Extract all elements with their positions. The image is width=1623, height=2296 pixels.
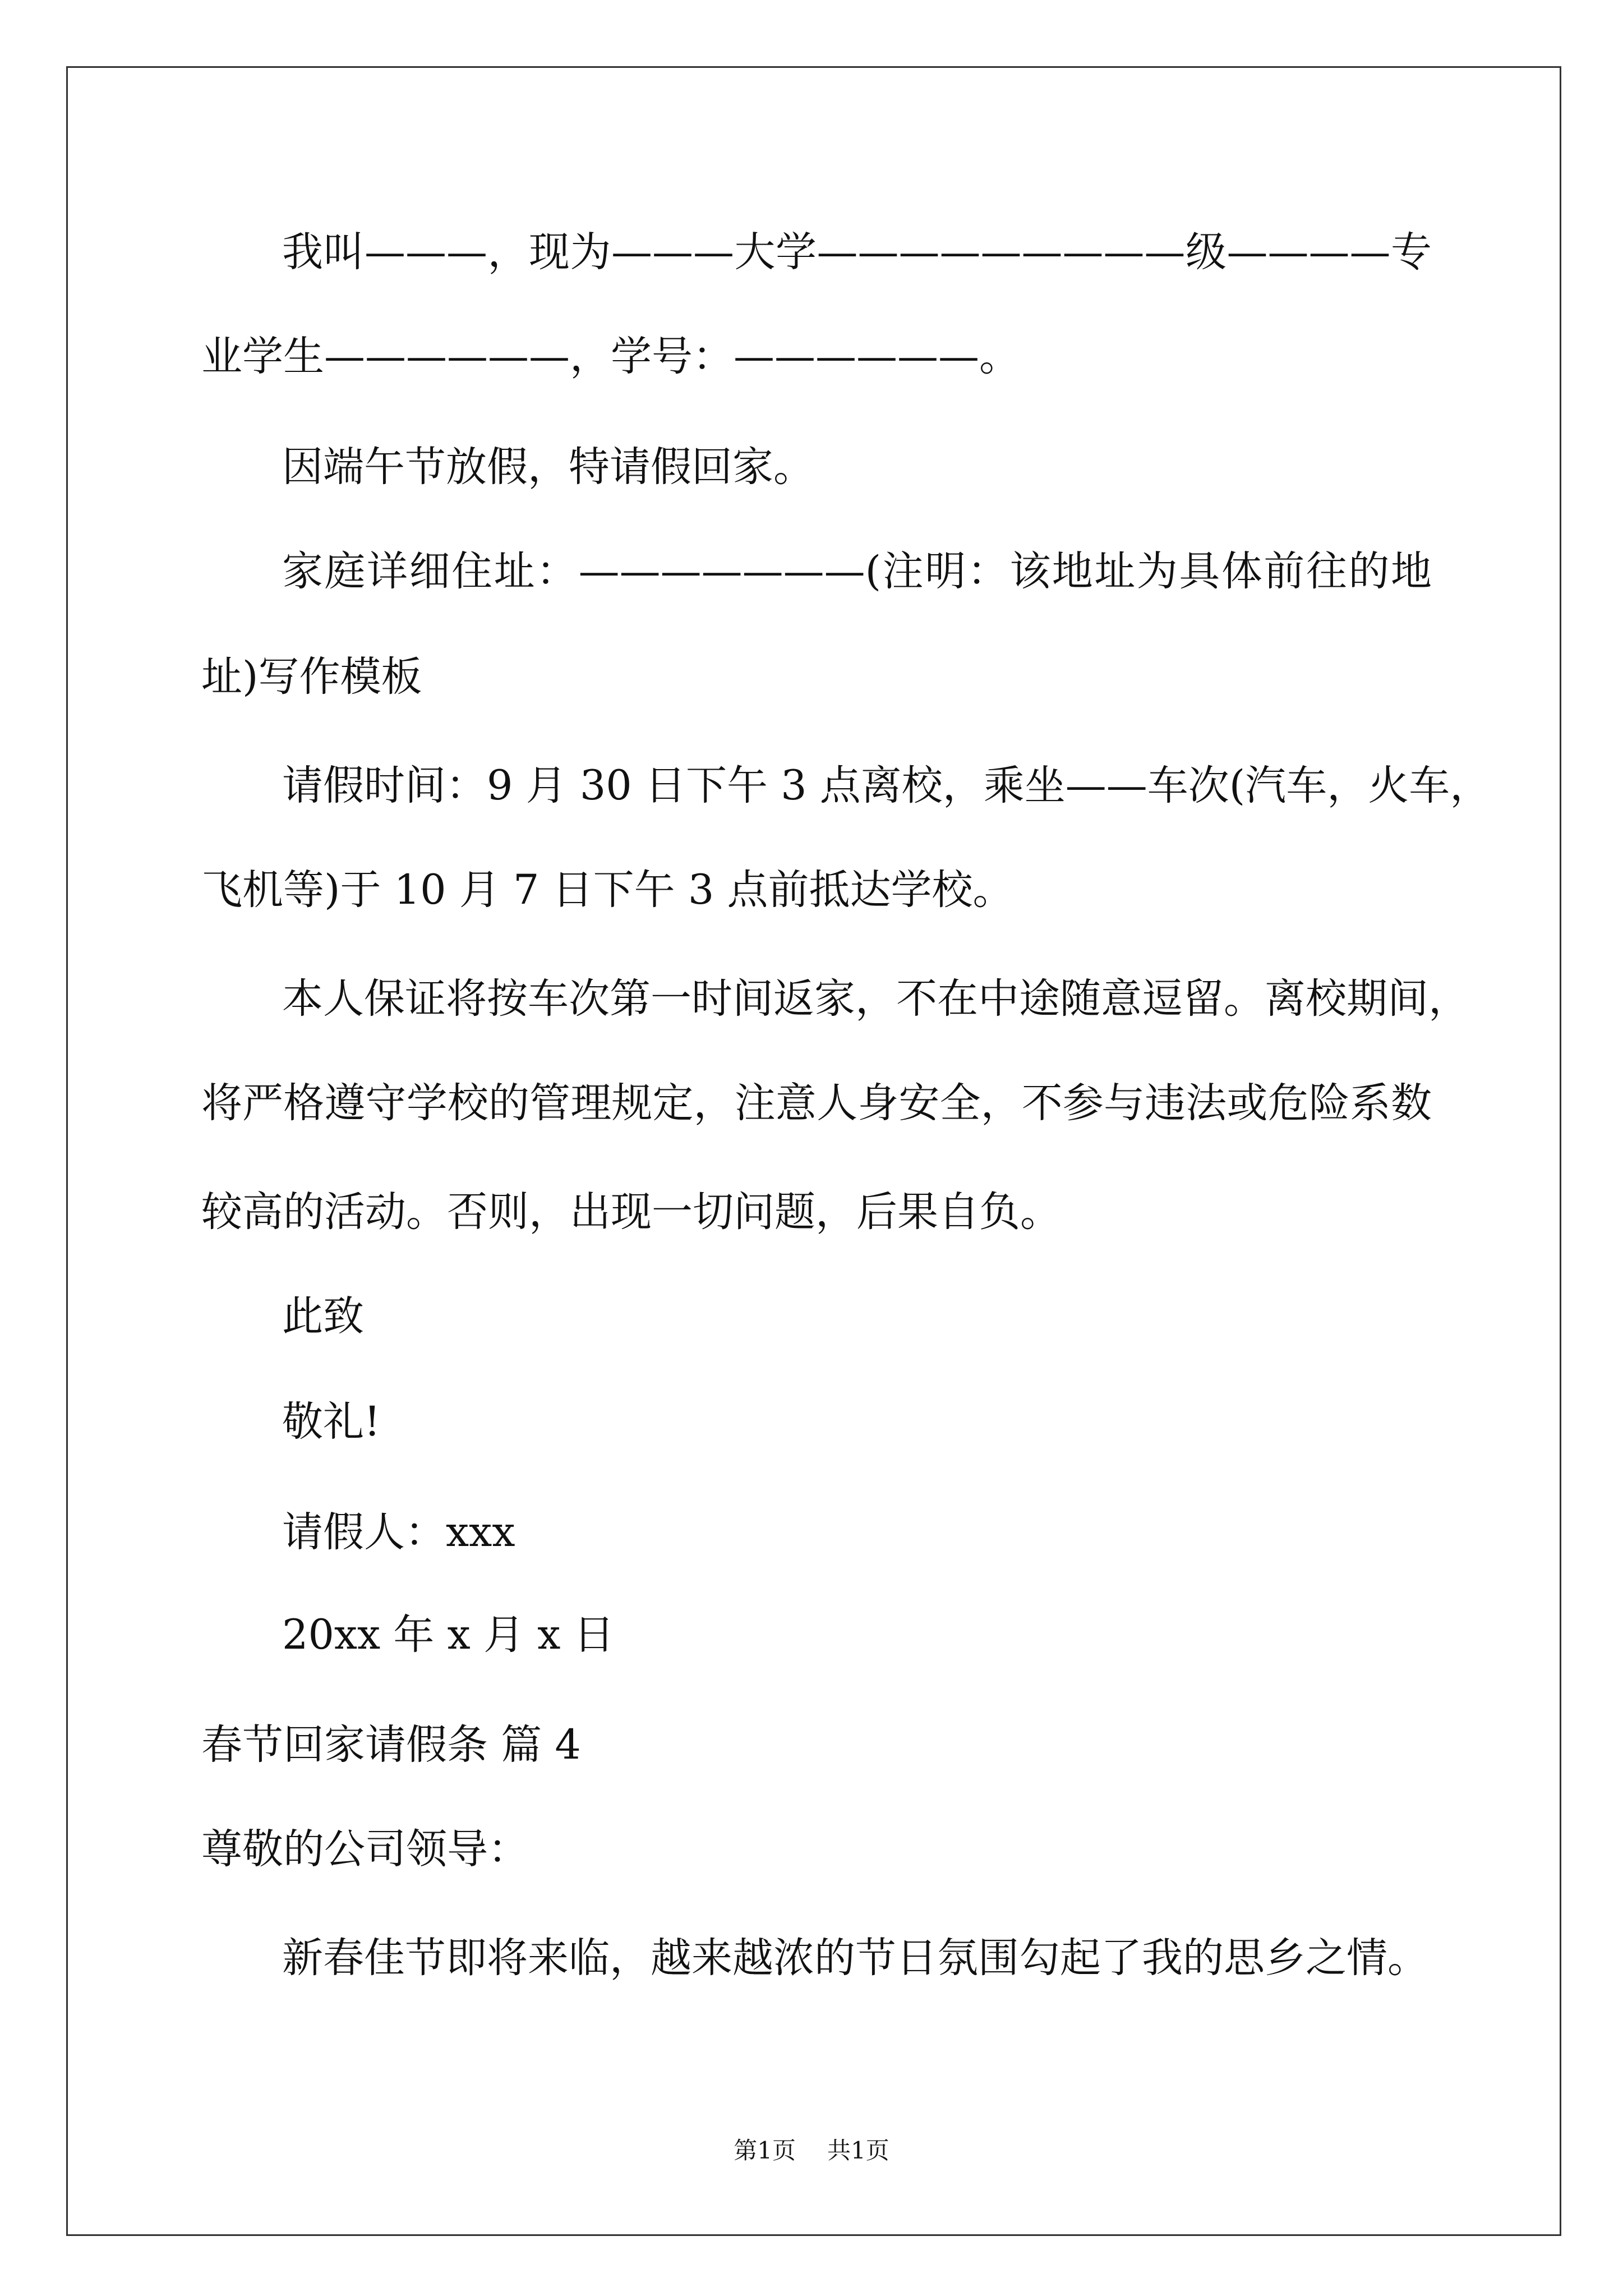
body-line: 将严格遵守学校的管理规定，注意人身安全，不参与违法或危险系数 [201, 1079, 1432, 1127]
page-border [66, 66, 1561, 2236]
signature-line: 请假人：xxx [282, 1508, 515, 1556]
body-line: 飞机等)于 10 月 7 日下午 3 点前抵达学校。 [201, 866, 1014, 914]
body-line: 新春佳节即将来临，越来越浓的节日氛围勾起了我的思乡之情。 [282, 1934, 1428, 1982]
body-line: 较高的活动。否则，出现一切问题，后果自负。 [201, 1188, 1061, 1236]
body-line: 业学生——————，学号：——————。 [201, 333, 1020, 380]
page-total: 共1页 [827, 2137, 889, 2164]
body-line: 请假时间：9 月 30 日下午 3 点离校，乘坐——车次(汽车，火车， [282, 762, 1491, 809]
section-heading: 春节回家请假条 篇 4 [201, 1721, 581, 1769]
closing-salute: 敬礼! [282, 1398, 381, 1446]
body-line: 我叫———，现为———大学—————————级————专 [282, 228, 1432, 276]
body-line: 家庭详细住址：———————(注明：该地址为具体前往的地 [282, 547, 1432, 595]
closing-line: 此致 [282, 1292, 364, 1340]
page-footer [0, 2135, 1623, 2166]
body-line: 因端午节放假，特请假回家。 [282, 443, 814, 491]
salutation: 尊敬的公司领导： [201, 1825, 529, 1873]
body-line: 址)写作模板 [201, 653, 422, 701]
date-line: 20xx 年 x 月 x 日 [282, 1611, 615, 1659]
body-line: 本人保证将按车次第一时间返家，不在中途随意逗留。离校期间， [282, 975, 1469, 1023]
page-number: 第1页 [734, 2137, 796, 2164]
